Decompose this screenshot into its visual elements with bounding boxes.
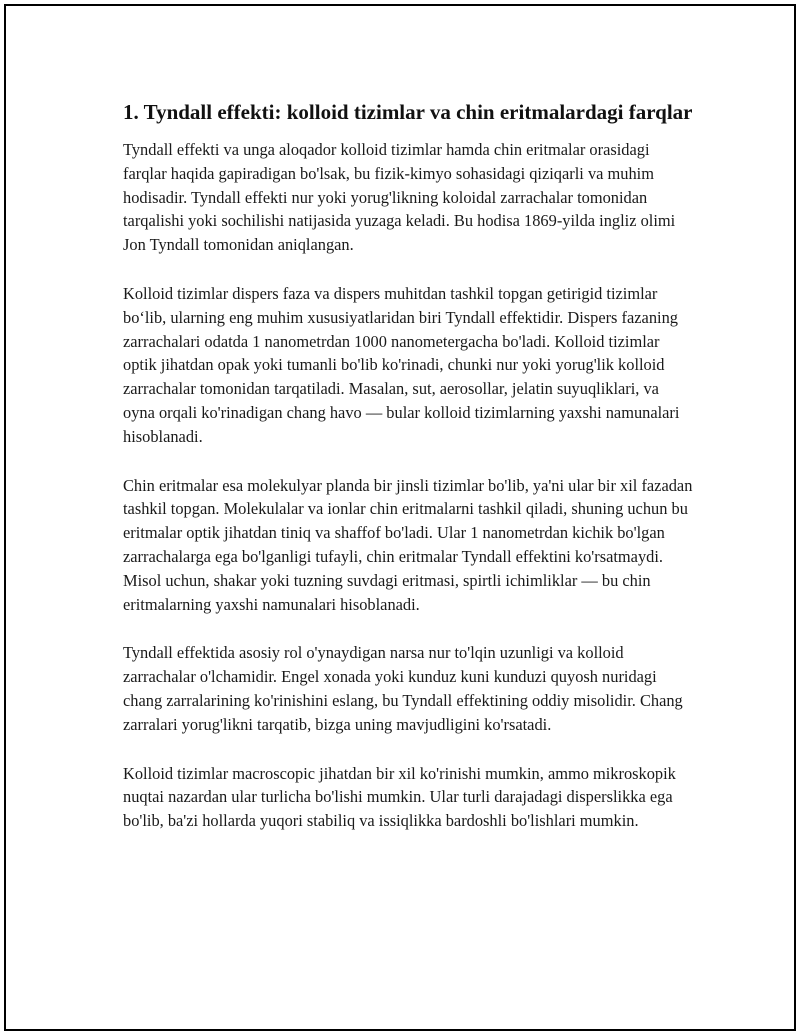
paragraph-4: Tyndall effektida asosiy rol o'ynaydigan narsa nur to'lqin uzunligi va kolloid zarrachalar o'lchamidir. Engel xonada yoki kunduz kuni kunduzi quyosh nuridagi chang zarralarining ko'rinishini eslang, bu Tyndall effektining oddiy misolidir. Chang zarralari yorug'likni tarqatib, bizga uning mavjudligini ko'rsatadi. [123, 643, 683, 734]
page-frame [4, 4, 796, 1031]
paragraph-5: Kolloid tizimlar macroscopic jihatdan bir xil ko'rinishi mumkin, ammo mikroskopik nuqtai nazardan ular turlicha bo'lishi mumkin. Ular turli darajadagi disperslikka ega bo'lib, ba'zi hollarda yuqori stabiliq va issiqlikka bardoshli bo'lishlari mumkin. [123, 763, 676, 831]
document-body [123, 98, 693, 858]
paragraph-3: Chin eritmalar esa molekulyar planda bir jinsli tizimlar bo'lib, ya'ni ular bir xil fazadan tashkil topgan. Molekulalar va ionlar chin eritmalarni tashkil qiladi, shuning uchun bu eritmalar optik jihatdan tiniq va shaffof bo'ladi. Ular 1 nanometrdan kichik bo'lgan zarrachalarga ega bo'lganligi tufayli, chin eritmalar Tyndall effektini ko'rsatmaydi. Misol uchun, shakar yoki tuzning suvdagi eritmasi, spirtli ichimliklar — bu chin eritmalarning yaxshi namunalari hisoblanadi. [123, 475, 693, 614]
paragraph-2: Kolloid tizimlar dispers faza va dispers muhitdan tashkil topgan getirigid tizimlar bo‘lib, ularning eng muhim xususiyatlaridan biri Tyndall effektidir. Dispers fazaning zarrachalari odatda 1 nanometrdan 1000 nanometergacha bo'ladi. Kolloid tizimlar optik jihatdan opak yoki tumanli bo'lib ko'rinadi, chunki nur yoki yorug'lik kolloid zarrachalar tomonidan tarqatiladi. Masalan, sut, aerosollar, jelatin suyuqliklari, va oyna orqali ko'rinadigan chang havo — bular kolloid tizimlarning yaxshi namunalari hisoblanadi. [123, 283, 680, 446]
document-title: 1. Tyndall effekti: kolloid tizimlar va chin eritmalardagi farqlar [123, 100, 693, 124]
paragraph-1: Tyndall effekti va unga aloqador kolloid tizimlar hamda chin eritmalar orasidagi farqlar haqida gapiradigan bo'lsak, bu fizik-kimyo sohasidagi qiziqarli va muhim hodisadir. Tyndall effekti nur yoki yorug'likning koloidal zarrachalar tomonidan tarqalishi yoki sochilishi natijasida yuzaga keladi. Bu hodisa 1869-yilda ingliz olimi Jon Tyndall tomonidan aniqlangan. [123, 140, 676, 255]
